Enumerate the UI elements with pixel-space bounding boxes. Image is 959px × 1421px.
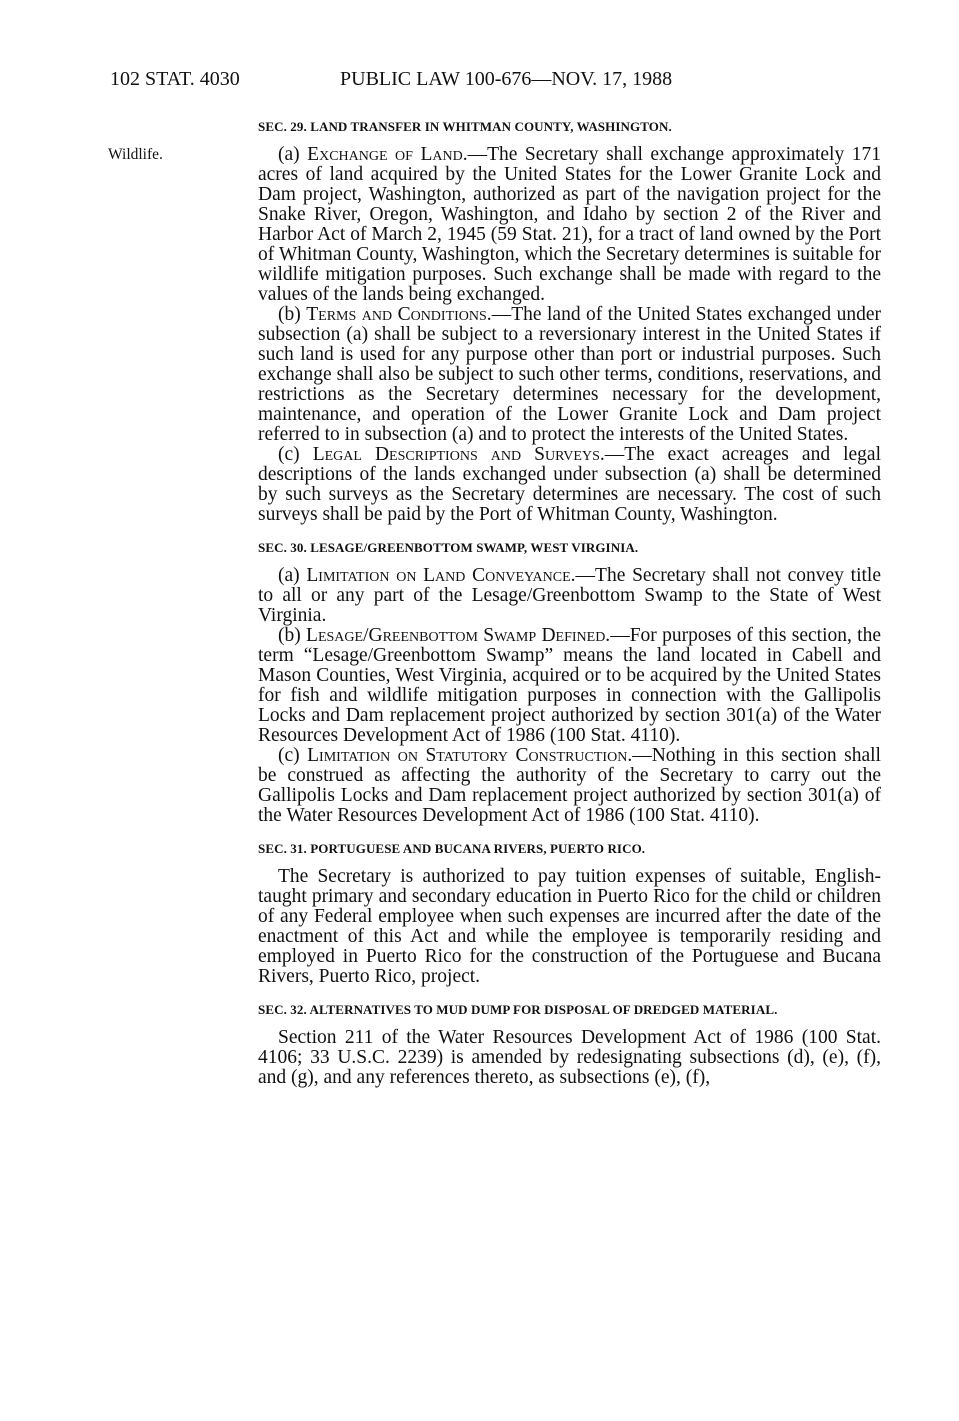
subsection-text: —The Secretary shall not convey title to all or any part of the Lesage/Greenbottom Swamp to the State of West Virginia.: [258, 565, 881, 626]
section-29-heading: SEC. 29. LAND TRANSFER IN WHITMAN COUNTY, WASHINGTON.: [258, 119, 672, 134]
section-29-b: [258, 305, 881, 445]
subsection-text: —For purposes of this section, the term “Lesage/Greenbottom Swamp” means the land located in Cabell and Mason Counties, West Virginia, acquired or to be acquired by the United States for fish and wildlife mitigation purposes in connection with the Gallipolis Locks and Dam replacement project authorized by section 301(a) of the Water Resources Development Act of 1986 (100 Stat. 4110).: [258, 625, 881, 746]
margin-note: Wildlife.: [108, 146, 163, 163]
subsection-label: (a): [278, 144, 308, 165]
section-30-a: [258, 566, 881, 626]
subsection-text: —The land of the United States exchanged under subsection (a) shall be subject to a reversionary interest in the United States if such land is used for any purpose other than port or industrial purposes. Such exchange shall also be subject to such other terms, conditions, reservations, and restrictions as the Secretary determines necessary for the development, maintenance, and operation of the Lower Granite Lock and Dam project referred to in subsection (a) and to protect the interests of the United States.: [258, 304, 881, 445]
stat-citation: 102 STAT. 4030: [110, 68, 240, 90]
section-30-c: [258, 746, 881, 826]
subsection-text: —The Secretary shall exchange approximately 171 acres of land acquired by the United States for the Lower Granite Lock and Dam project, Washington, authorized as part of the navigation project for the Snake River, Oregon, Washington, and Idaho by section 2 of the River and Harbor Act of March 2, 1945 (59 Stat. 21), for a tract of land owned by the Port of Whitman County, Washington, which the Secretary determines is suitable for wildlife mitigation purposes. Such exchange shall be made with regard to the values of the lands being exchanged.: [258, 144, 881, 305]
section-32-text: Section 211 of the Water Resources Development Act of 1986 (100 Stat. 4106; 33 U.S.C. 2239) is amended by redesignating subsections (d), (e), (f), and (g), and any references thereto, as subsections (e), (f),: [258, 1027, 881, 1088]
subsection-text: —The exact acreages and legal descriptions of the lands exchanged under subsection (a) shall be determined by such surveys as the Secretary determines are necessary. The cost of such surveys shall be paid by the Port of Whitman County, Washington.: [258, 444, 882, 525]
subsection-title: Terms and Conditions.: [306, 304, 492, 325]
subsection-label: (b): [278, 625, 307, 646]
subsection-label: (c): [278, 745, 308, 766]
subsection-title: Limitation on Statutory Construction.: [307, 745, 633, 766]
section-31-text: The Secretary is authorized to pay tuition expenses of suitable, English-taught primary and secondary education in Puerto Rico for the child or children of any Federal employee when such expenses are incurred after the date of the enactment of this Act and while the employee is temporarily residing and employed in Puerto Rico for the construction of the Portuguese and Bucana Rivers, Puerto Rico, project.: [258, 866, 881, 987]
section-29-c: [258, 445, 881, 525]
public-law-title: PUBLIC LAW 100-676—NOV. 17, 1988: [340, 68, 673, 90]
subsection-title: Legal Descriptions and Surveys.: [312, 444, 605, 465]
subsection-title: Exchange of Land.: [307, 144, 468, 165]
section-31-heading: SEC. 31. PORTUGUESE AND BUCANA RIVERS, PUERTO RICO.: [258, 841, 646, 856]
subsection-label: (a): [278, 565, 307, 586]
section-30-b: [258, 626, 881, 746]
section-32-heading: SEC. 32. ALTERNATIVES TO MUD DUMP FOR DISPOSAL OF DREDGED MATERIAL.: [258, 1002, 778, 1017]
document-body: [258, 118, 881, 1088]
subsection-label: (b): [278, 304, 307, 325]
running-head: [0, 68, 959, 98]
section-29-a: [258, 145, 881, 305]
subsection-title: Limitation on Land Conveyance.: [306, 565, 576, 586]
section-30-heading: SEC. 30. LESAGE/GREENBOTTOM SWAMP, WEST VIRGINIA.: [258, 540, 639, 555]
subsection-label: (c): [278, 444, 313, 465]
subsection-text: —Nothing in this section shall be construed as affecting the authority of the Secretary to carry out the Gallipolis Locks and Dam replacement project authorized by section 301(a) of the Water Resources Development Act of 1986 (100 Stat. 4110).: [258, 745, 881, 826]
subsection-title: Lesage/Greenbottom Swamp Defined.: [306, 625, 611, 646]
